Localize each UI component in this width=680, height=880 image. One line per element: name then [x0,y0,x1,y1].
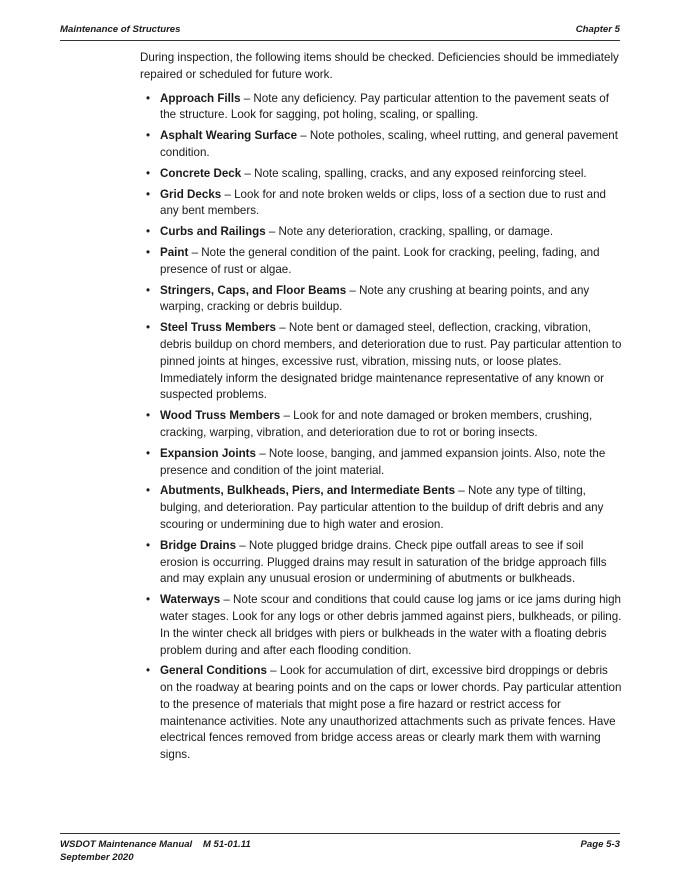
bullet-icon: • [146,409,151,423]
item-description: Look for accumulation of dirt, excessive bird droppings or debris on the roadway at bearing points and on the caps or lower chords. Pay particular attention to the presence of materials that might pose a fire hazard or restrict access for maintenance activities. Note any unauthorized attachments such as private fences. Have electrical fences removed from bridge access areas or clearly mark them with warning signs. [160,664,622,762]
list-item: • General Conditions – Look for accumulation of dirt, excessive bird droppings or debris on the roadway at bearing points and on the caps or lower chords. Pay particular attention to the presence of materials that might pose a fire hazard or restrict access for maintenance activities. Note any unauthorized attachments such as private fences. Have electrical fences removed from bridge access areas or clearly mark them with warning signs. [146,664,622,762]
list-item: • Wood Truss Members – Look for and note damaged or broken members, crushing, cracking, warping, vibration, and deterioration due to rot or boring insects. [146,409,593,439]
list-item: • Steel Truss Members – Note bent or damaged steel, deflection, cracking, vibration, debris buildup on chord members, and deterioration due to rust. Pay particular attention to pinned joints at hinges, excessive rust, vibration, missing nuts, or loose plates. Immediately inform the designated bridge maintenance representative of any known or suspected problems. [146,321,622,402]
item-term: Bridge Drains [160,538,237,552]
item-description: Note scour and conditions that could cause log jams or ice jams during high water stages. Look for any logs or other debris jammed against piers, bulkheads, or piling. In the winter check all bridges with piers or bulkheads in the water with a floating debris problem during and after each flooding condition. [160,593,622,657]
bullet-icon: • [146,484,151,498]
item-description: Note the general condition of the paint. Look for cracking, peeling, fading, and presence of rust or algae. [160,245,600,276]
bullet-icon: • [146,245,151,259]
bullet-icon: • [146,187,151,201]
item-description: Note scaling, spalling, cracks, and any exposed reinforcing steel. [254,166,587,180]
item-description: Note any crushing at bearing points, and any warping, cracking or debris buildup. [160,283,590,314]
intro-paragraph: During inspection, the following items should be checked. Deficiencies should be immediately repaired or scheduled for future work. [140,51,619,81]
bullet-icon: • [146,538,151,552]
page-body [140,50,622,768]
bullet-icon: • [146,91,151,105]
bullet-icon: • [146,129,151,143]
item-term: Stringers, Caps, and Floor Beams [160,283,347,297]
bullet-icon: • [146,664,151,678]
list-item: • Asphalt Wearing Surface – Note potholes, scaling, wheel rutting, and general pavement condition. [146,129,618,159]
item-description: Note plugged bridge drains. Check pipe outfall areas to see if soil erosion is occurring. Plugged drains may result in saturation of the bridge approach fills and may explain any unusual erosion or undermining of abutments or bulkheads. [160,538,607,586]
item-term: Abutments, Bulkheads, Piers, and Intermediate Bents [160,484,456,498]
item-term: Curbs and Railings [160,225,266,239]
item-description: Look for and note broken welds or clips, loss of a section due to rust and any bent members. [160,187,606,218]
list-item: • Grid Decks – Look for and note broken welds or clips, loss of a section due to rust and any bent members. [146,187,606,218]
list-item: • Expansion Joints – Note loose, banging, and jammed expansion joints. Also, note the presence and condition of the joint material. [146,446,606,477]
list-item: • Paint – Note the general condition of the paint. Look for cracking, peeling, fading, and presence of rust or algae. [146,245,600,276]
item-description: Note any deterioration, cracking, spalling, or damage. [278,225,554,239]
item-term: Grid Decks [160,187,222,201]
header-chapter: Chapter 5 [575,24,620,35]
header-section-title: Maintenance of Structures [60,24,181,35]
list-item: • Curbs and Railings – Note any deterioration, cracking, spalling, or damage. [140,224,622,241]
item-description: Note potholes, scaling, wheel rutting, and general pavement condition. [160,129,618,159]
item-term: Expansion Joints [160,446,256,460]
bullet-icon: • [146,166,151,180]
inspection-items-list [140,91,622,764]
bullet-icon: • [146,225,151,239]
footer-page-number: Page 5-3 [580,839,620,850]
item-term: Wood Truss Members [160,409,281,423]
item-term: General Conditions [160,664,267,678]
item-term: Concrete Deck [160,166,242,180]
item-term: Asphalt Wearing Surface [160,129,298,143]
page-header [60,22,620,41]
footer-date: September 2020 [60,852,134,863]
list-item: • Abutments, Bulkheads, Piers, and Intermediate Bents – Note any type of tilting, bulging, and deterioration. Pay particular attention to the buildup of drift debris and any scouring or undermining due to high water and erosion. [146,484,604,531]
list-item: • Waterways – Note scour and conditions that could cause log jams or ice jams during high water stages. Look for any logs or other debris jammed against piers, bulkheads, or piling. In the winter check all bridges with piers or bulkheads in the water with a floating debris problem during and after each flooding condition. [146,593,622,657]
item-description: Note any type of tilting, bulging, and deterioration. Pay particular attention to the buildup of drift debris and any scouring or undermining due to high water and erosion. [160,484,604,531]
list-item: • Approach Fills – Note any deficiency. Pay particular attention to the pavement seats of the structure. Look for sagging, pot holing, scaling, or spalling. [146,91,609,122]
page-footer [60,833,620,864]
footer-manual-title: WSDOT Maintenance Manual M 51-01.11 [60,839,251,850]
bullet-icon: • [146,321,151,335]
list-item: • Stringers, Caps, and Floor Beams – Note any crushing at bearing points, and any warping, cracking or debris buildup. [146,283,590,314]
bullet-icon: • [146,446,151,460]
item-description: Note loose, banging, and jammed expansion joints. Also, note the presence and condition of the joint material. [160,446,606,477]
item-description: Note any deficiency. Pay particular attention to the pavement seats of the structure. Look for sagging, pot holing, scaling, or spalling. [160,91,609,122]
item-description: Note bent or damaged steel, deflection, cracking, vibration, debris buildup on chord members, and deterioration due to rust. Pay particular attention to pinned joints at hinges, excessive rust, vibration, missing nuts, or loose plates. Immediately inform the designated bridge maintenance representative of any known or suspected problems. [160,321,622,402]
bullet-icon: • [146,283,151,297]
item-description: Look for and note damaged or broken members, crushing, cracking, warping, vibration, and deterioration due to rot or boring insects. [160,409,593,439]
bullet-icon: • [146,593,151,607]
item-term: Approach Fills [160,91,241,105]
item-term: Steel Truss Members [160,321,276,335]
item-term: Paint [160,245,189,259]
list-item: • Concrete Deck – Note scaling, spalling, cracks, and any exposed reinforcing steel. [140,166,622,183]
list-item: • Bridge Drains – Note plugged bridge drains. Check pipe outfall areas to see if soil erosion is occurring. Plugged drains may result in saturation of the bridge approach fills and may explain any unusual erosion or undermining of abutments or bulkheads. [146,538,607,586]
item-term: Waterways [160,593,221,607]
